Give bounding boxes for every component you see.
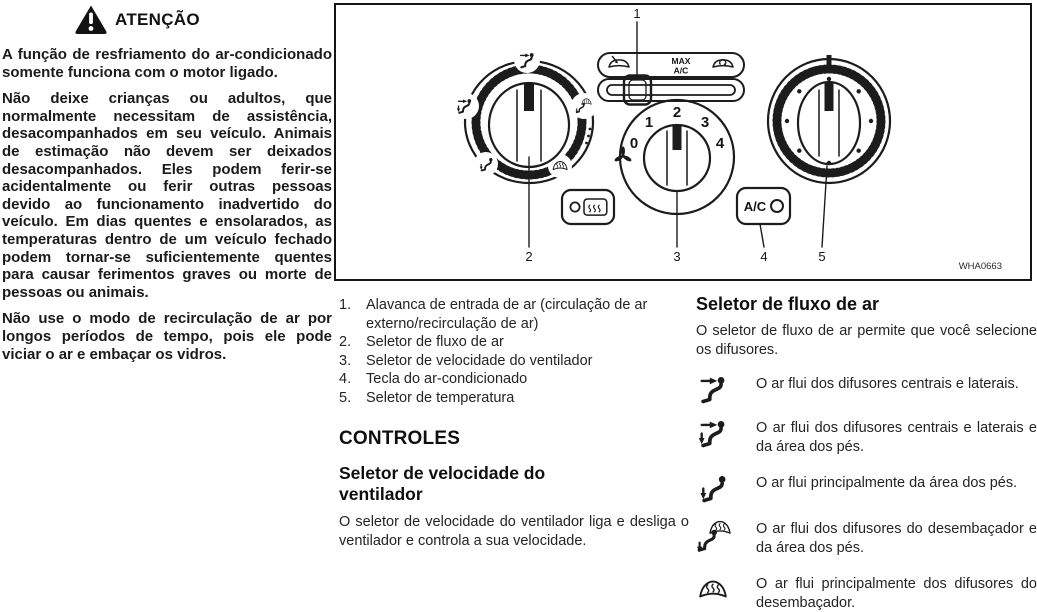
legend-number: 5. bbox=[339, 389, 352, 406]
legend-item bbox=[339, 389, 689, 408]
legend-item bbox=[339, 296, 689, 333]
defrost-vent-icon bbox=[698, 575, 728, 601]
figure-code: WHA0663 bbox=[958, 261, 1002, 272]
legend-number: 2. bbox=[339, 334, 352, 350]
temperature-dial bbox=[768, 55, 890, 183]
slider-max-label-line2: A/C bbox=[673, 65, 689, 76]
legend-text: Seletor de fluxo de ar bbox=[366, 334, 504, 350]
legend-item bbox=[339, 352, 689, 371]
ac-button-label: A/C bbox=[743, 199, 767, 214]
hvac-panel-figure bbox=[334, 3, 1032, 281]
fan-speed-selector-body: O seletor de velocidade do ventilador liga e desliga o ventilador e controla a sua velocidade. bbox=[339, 514, 689, 549]
callout-5 bbox=[818, 166, 827, 264]
air-intake-slider bbox=[598, 53, 744, 105]
slider-max-label-line1: MAX bbox=[671, 56, 691, 66]
svg-text:5: 5 bbox=[818, 249, 826, 264]
legend-number: 1. bbox=[339, 297, 352, 313]
warning-paragraph: A função de resfriamento do ar-condicionado somente funciona com o motor ligado. bbox=[2, 46, 332, 81]
legend-item bbox=[339, 370, 689, 389]
airflow-knob-indicator bbox=[524, 84, 534, 111]
airflow-mode-row bbox=[696, 520, 1037, 557]
warning-section bbox=[2, 4, 332, 372]
controls-heading: CONTROLES bbox=[339, 428, 461, 449]
svg-text:3: 3 bbox=[673, 249, 681, 264]
legend-number: 3. bbox=[339, 352, 352, 369]
callout-4 bbox=[760, 224, 768, 264]
ac-button bbox=[737, 188, 790, 224]
svg-text:4: 4 bbox=[760, 249, 768, 264]
legend-text: Alavanca de entrada de ar (circulação de ar externo/recirculação de ar) bbox=[366, 297, 648, 332]
defogger-indicator-light bbox=[570, 202, 579, 211]
rear-defogger-icon bbox=[584, 199, 607, 215]
airflow-mode-text: O ar flui principalmente da área dos pés. bbox=[756, 475, 1018, 491]
airflow-selector-body: O seletor de fluxo de ar permite que você selecione os difusores. bbox=[696, 323, 1037, 358]
airflow-mode-text: O ar flui dos difusores centrais e laterais. bbox=[756, 376, 1019, 392]
airflow-mode-row bbox=[696, 419, 1037, 456]
legend-item bbox=[339, 333, 689, 352]
legend-and-controls-section bbox=[339, 296, 689, 565]
legend-text: Tecla do ar-condicionado bbox=[366, 371, 528, 387]
warning-triangle-icon bbox=[74, 4, 108, 35]
face-vent-icon bbox=[698, 375, 728, 403]
callout-1 bbox=[633, 6, 640, 75]
warning-title: ATENÇÃO bbox=[115, 9, 200, 29]
svg-text:1: 1 bbox=[644, 114, 654, 131]
warning-paragraph: Não deixe crianças ou adultos, que normalmente necessitam de assistência, desacompanhados em seu veículo. Animais de estimação não devem ser deixados desacompanhados. Eles podem ferir-se acidentalmente ou ferir outras pessoas devido ao funcionamento inadvertido do veículo. Em dias quentes e ensolarados, as temperaturas dentro de um veículo fechado podem tornar-se suficientemente quentes para causar ferimentos graves ou morte de pessoas ou animais. bbox=[2, 90, 332, 301]
callout-3 bbox=[673, 192, 680, 264]
fan-speed-selector-heading: Seletor de velocidade do ventilador bbox=[339, 463, 546, 504]
hvac-panel-illustration bbox=[336, 5, 1030, 279]
temperature-knob-indicator bbox=[825, 83, 834, 111]
rear-defogger-button bbox=[562, 190, 614, 224]
warning-header bbox=[74, 4, 332, 35]
fresh-air-car-icon bbox=[609, 57, 629, 68]
foot-vent-icon bbox=[698, 474, 728, 502]
recirculation-car-icon bbox=[713, 60, 733, 67]
airflow-mode-row bbox=[696, 375, 1037, 403]
legend-number: 4. bbox=[339, 371, 352, 387]
airflow-selector-heading: Seletor de fluxo de ar bbox=[696, 294, 880, 314]
ac-indicator-light bbox=[771, 200, 783, 212]
fan-speed-dial bbox=[614, 100, 734, 214]
airflow-mode-text: O ar flui principalmente dos difusores do desembaçador. bbox=[756, 576, 1037, 611]
svg-text:4: 4 bbox=[715, 135, 725, 152]
airflow-mode-text: O ar flui dos difusores centrais e laterais e da área dos pés. bbox=[756, 420, 1037, 455]
fan-knob-indicator bbox=[673, 126, 682, 150]
airflow-mode-row bbox=[696, 575, 1037, 612]
svg-text:2: 2 bbox=[525, 249, 533, 264]
airflow-mode-row bbox=[696, 474, 1037, 502]
airflow-mode-text: O ar flui dos difusores do desembaçador e da área dos pés. bbox=[756, 521, 1037, 556]
svg-text:1: 1 bbox=[633, 6, 641, 21]
defrost-foot-vent-icon bbox=[698, 520, 728, 550]
bilevel-vent-icon bbox=[698, 419, 728, 447]
airflow-selector-section bbox=[696, 294, 1037, 612]
svg-text:3: 3 bbox=[700, 114, 710, 131]
airflow-selector-dial bbox=[453, 47, 597, 183]
svg-text:0: 0 bbox=[629, 135, 639, 152]
svg-text:2: 2 bbox=[672, 104, 682, 121]
legend-text: Seletor de velocidade do ventilador bbox=[366, 352, 593, 369]
legend-text: Seletor de temperatura bbox=[366, 389, 515, 406]
warning-paragraph: Não use o modo de recirculação de ar por longos períodos de tempo, pois ele pode viciar o ar e embaçar os vidros. bbox=[2, 310, 332, 363]
